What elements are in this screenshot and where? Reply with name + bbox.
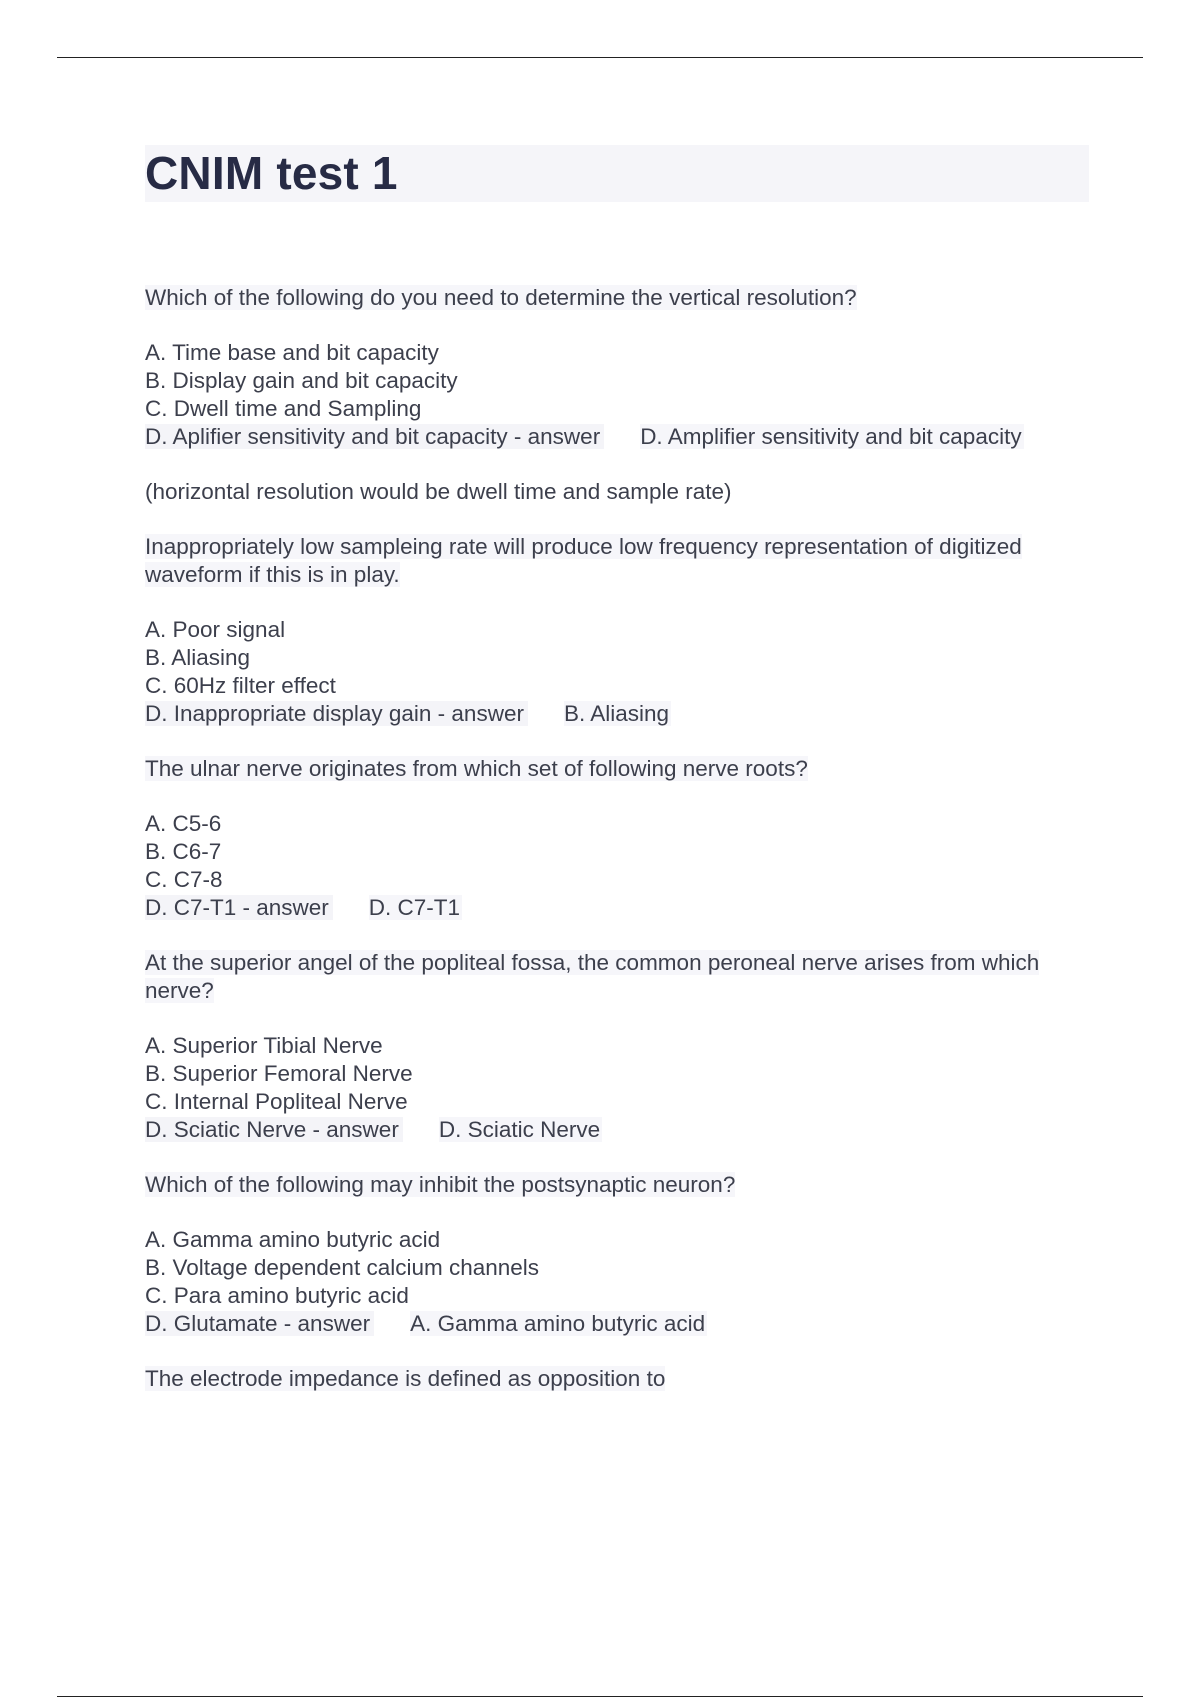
option-a: A. Superior Tibial Nerve <box>145 1033 383 1058</box>
option-c: C. Para amino butyric acid <box>145 1283 409 1308</box>
option-d: D. Sciatic Nerve - answer <box>145 1117 403 1142</box>
option-d: D. Inappropriate display gain - answer <box>145 701 528 726</box>
question-stem: Which of the following may inhibit the postsynaptic neuron? <box>145 1172 736 1197</box>
option-list <box>145 339 1089 451</box>
question-stem: At the superior angel of the popliteal fossa, the common peroneal nerve arises from which nerve? <box>145 950 1040 1003</box>
option-d-line <box>145 1310 1089 1338</box>
option-list <box>145 810 1089 922</box>
option-d-line <box>145 423 1089 451</box>
option-c: C. 60Hz filter effect <box>145 673 336 698</box>
option-a: A. Gamma amino butyric acid <box>145 1227 441 1252</box>
question-6 <box>145 1365 1089 1393</box>
option-a: A. Time base and bit capacity <box>145 340 439 365</box>
footer-rule <box>57 1696 1143 1697</box>
option-c: C. C7-8 <box>145 867 223 892</box>
question-2 <box>145 533 1089 728</box>
answer-text: B. Aliasing <box>563 701 670 726</box>
answer-text: A. Gamma amino butyric acid <box>410 1311 706 1336</box>
option-d-line <box>145 1116 1089 1144</box>
header-rule <box>57 57 1143 58</box>
option-b: B. Superior Femoral Nerve <box>145 1061 413 1086</box>
option-b: B. Voltage dependent calcium channels <box>145 1255 540 1280</box>
question-1 <box>145 284 1089 506</box>
option-b: B. Display gain and bit capacity <box>145 368 458 393</box>
question-stem: The electrode impedance is defined as opposition to <box>145 1366 666 1391</box>
option-d: D. C7-T1 - answer <box>145 895 333 920</box>
option-d: D. Aplifier sensitivity and bit capacity - answer <box>145 424 604 449</box>
answer-text: D. Amplifier sensitivity and bit capacity <box>640 424 1022 449</box>
option-c: C. Dwell time and Sampling <box>145 396 422 421</box>
title-band <box>145 145 1089 202</box>
question-4 <box>145 949 1089 1144</box>
question-stem: Which of the following do you need to determine the vertical resolution? <box>145 285 857 310</box>
option-d-line <box>145 894 1089 922</box>
question-stem: The ulnar nerve originates from which set of following nerve roots? <box>145 756 808 781</box>
question-stem: Inappropriately low sampleing rate will produce low frequency representation of digitized waveform if this is in play. <box>145 534 1022 587</box>
question-5 <box>145 1171 1089 1338</box>
answer-note: (horizontal resolution would be dwell time and sample rate) <box>145 479 732 504</box>
option-list <box>145 1226 1089 1338</box>
question-3 <box>145 755 1089 922</box>
option-d-line <box>145 700 1089 728</box>
document-title: CNIM test 1 <box>145 147 398 199</box>
option-d: D. Glutamate - answer <box>145 1311 374 1336</box>
question-list <box>145 284 1089 1393</box>
option-b: B. C6-7 <box>145 839 222 864</box>
option-b: B. Aliasing <box>145 645 251 670</box>
option-list <box>145 616 1089 728</box>
option-c: C. Internal Popliteal Nerve <box>145 1089 408 1114</box>
option-a: A. C5-6 <box>145 811 222 836</box>
document-page <box>145 145 1089 1393</box>
answer-text: D. C7-T1 <box>368 895 461 920</box>
option-list <box>145 1032 1089 1144</box>
option-a: A. Poor signal <box>145 617 286 642</box>
answer-text: D. Sciatic Nerve <box>438 1117 601 1142</box>
